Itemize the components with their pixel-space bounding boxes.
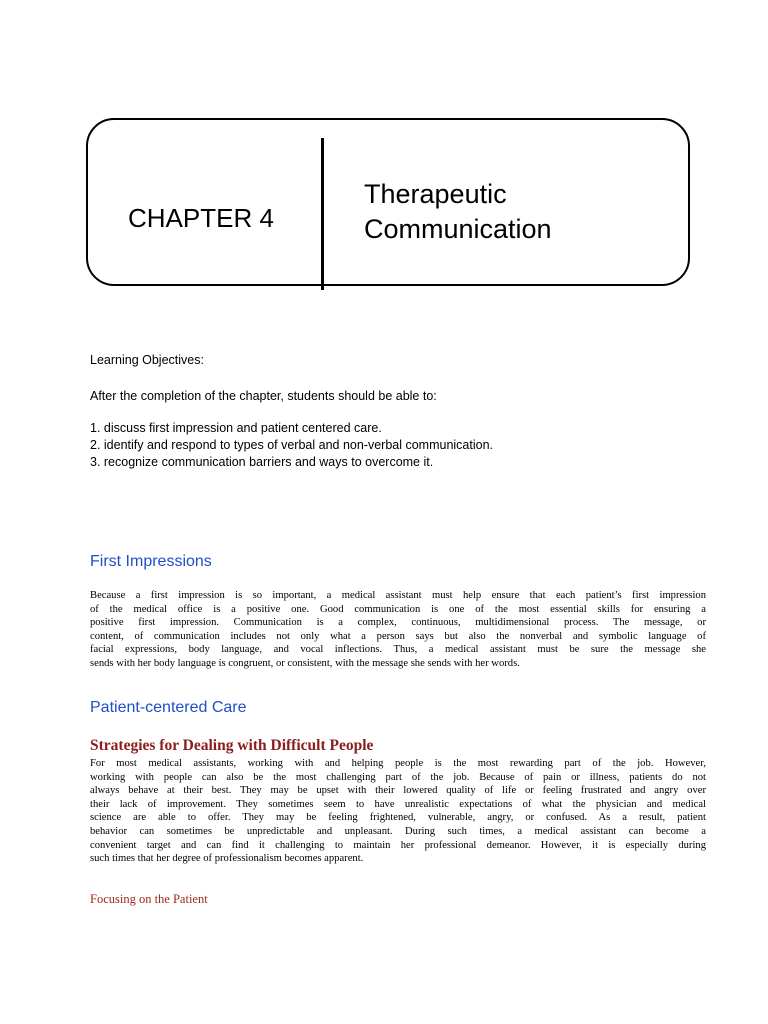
paragraph-line: such times that her degree of professionalism becomes apparent.: [90, 853, 364, 865]
objectives-intro: After the completion of the chapter, students should be able to:: [90, 389, 437, 403]
paragraph-line: always behave at their best. They may be upset with their lowered quality of life or feeling frustrated and angry over: [90, 785, 706, 797]
paragraph-line: their lack of improvement. They sometimes seem to have unrealistic expectations of what the physician and medical: [90, 798, 706, 810]
objective-item: 2. identify and respond to types of verbal and non-verbal communication.: [90, 438, 494, 452]
objective-item: 1. discuss first impression and patient centered care.: [90, 421, 382, 435]
paragraph-line: science are able to offer. They may be feeling frightened, vulnerable, angry, or confused. As a result, patient: [90, 812, 706, 824]
subheading-focusing-on-patient: Focusing on the Patient: [90, 892, 208, 906]
chapter-title-line-1: Therapeutic: [364, 179, 507, 209]
paragraph-line: convenient target and can find it challenging to maintain her professional demeanor. However, it is especially during: [90, 839, 706, 851]
paragraph-line: positive first impression. Communication is a complex, continuous, multidimensional process. The message, or: [90, 617, 706, 629]
paragraph-line: content, of communication includes not only what a person says but also the nonverbal and symbolic language of: [90, 630, 706, 642]
paragraph-line: facial expressions, body language, and vocal inflections. Thus, a medical assistant must be sure the message she: [90, 644, 706, 656]
paragraph-line: of the medical office is a positive one. Good communication is one of the most essential skills for ensuring a: [90, 603, 706, 615]
chapter-number: CHAPTER 4: [128, 203, 274, 233]
section-heading-patient-centered-care: Patient-centered Care: [90, 699, 247, 716]
paragraph-line: behavior can sometimes be unpredictable and unpleasant. During such times, a medical assistant can become a: [90, 825, 706, 837]
paragraph-line: For most medical assistants, working with and helping people is the most rewarding part of the job. However,: [90, 758, 706, 769]
chapter-title-line-2: Communication: [364, 214, 552, 244]
objective-item: 3. recognize communication barriers and ways to overcome it.: [90, 455, 434, 469]
paragraph-line: sends with her body language is congruent, or consistent, with the message she sends with her words.: [90, 657, 520, 669]
objectives-heading: Learning Objectives:: [90, 353, 204, 367]
paragraph-line: Because a first impression is so important, a medical assistant must help ensure that each patient’s first impression: [90, 590, 706, 601]
strategies-paragraph: [90, 757, 706, 866]
first-impressions-paragraph: [90, 589, 706, 671]
chapter-title: [364, 177, 552, 247]
section-heading-first-impressions: First Impressions: [90, 553, 212, 570]
section-heading-strategies: Strategies for Dealing with Difficult People: [90, 737, 374, 754]
paragraph-line: working with people can also be the most challenging part of the job. Because of pain or illness, patients do not: [90, 771, 706, 783]
header-divider: [321, 138, 324, 290]
